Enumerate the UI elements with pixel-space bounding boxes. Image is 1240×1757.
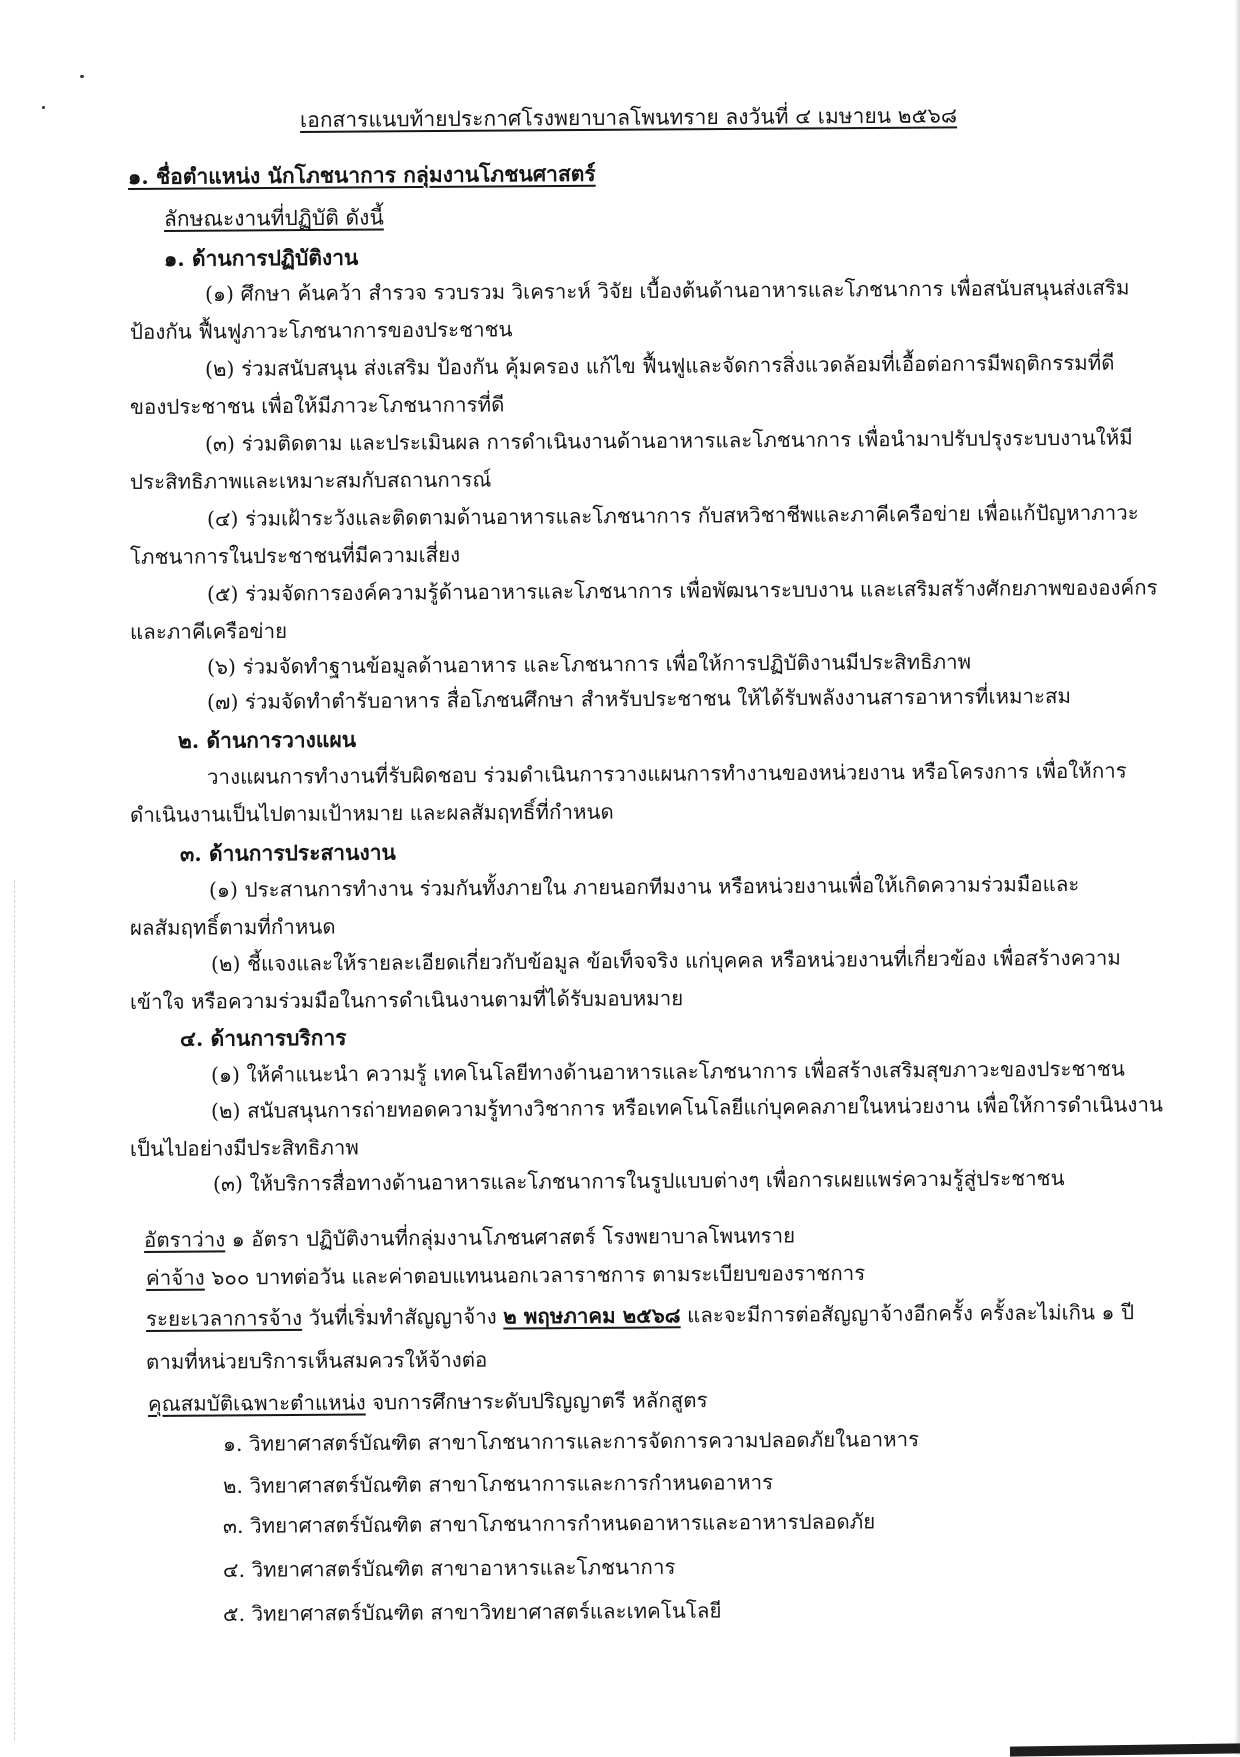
part4-item2-line1: (๒) สนับสนุนการถ่ายทอดความรู้ทางวิชาการ หรือเทคโนโลยีแก่บุคคลภายในหน่วยงาน เพื่อให้การดำเนินงาน xyxy=(210,1092,1164,1123)
part3-heading: ๓. ด้านการประสานงาน xyxy=(179,839,396,866)
scan-speck xyxy=(42,106,45,109)
part1-item5-line2: และภาคีเครือข่าย xyxy=(129,618,288,644)
qualification-label: คุณสมบัติเฉพาะตำแหน่ง xyxy=(147,1390,366,1416)
duties-subtitle: ลักษณะงานที่ปฏิบัติ ดังนี้ xyxy=(163,205,384,231)
part3-item1-line2: ผลสัมฤทธิ์ตามที่กำหนด xyxy=(129,914,336,940)
qualification-item: ๑. วิทยาศาสตร์บัณฑิต สาขาโภชนาการและการจัดการความปลอดภัยในอาหาร xyxy=(222,1427,920,1456)
period-start-date: ๒ พฤษภาคม ๒๕๖๘ xyxy=(503,1303,681,1329)
scan-edge-shadow xyxy=(1234,0,1240,1755)
part2-line1: วางแผนการทำงานที่รับผิดชอบ ร่วมดำเนินการวางแผนการทำงานของหน่วยงาน หรือโครงการ เพื่อให้การ xyxy=(206,758,1127,789)
qualification-item: ๔. วิทยาศาสตร์บัณฑิต สาขาอาหารและโภชนาการ xyxy=(222,1554,676,1582)
part1-item4-line2: โภชนาการในประชาชนที่มีความเสี่ยง xyxy=(129,542,461,569)
qualification-item: ๒. วิทยาศาสตร์บัณฑิต สาขาโภชนาการและการกำหนดอาหาร xyxy=(222,1470,774,1498)
qualification-item: ๕. วิทยาศาสตร์บัณฑิต สาขาวิทยาศาสตร์และเทคโนโลยี xyxy=(222,1598,722,1626)
wage-row xyxy=(146,1259,865,1292)
part1-item2-line2: ของประชาชน เพื่อให้มีภาวะโภชนาการที่ดี xyxy=(129,392,505,419)
part3-item2-line1: (๒) ชี้แจงและให้รายละเอียดเกี่ยวกับข้อมูล ข้อเท็จจริง แก่บุคคล หรือหน่วยงานที่เกี่ยวข้อง เพื่อสร้างความ xyxy=(210,945,1121,976)
part4-item2-line2: เป็นไปอย่างมีประสิทธิภาพ xyxy=(129,1135,359,1161)
part4-item1: (๑) ให้คำแนะนำ ความรู้ เทคโนโลยีทางด้านอาหารและโภชนาการ เพื่อสร้างเสริมสุขภาวะของประชาชน xyxy=(210,1056,1125,1087)
part3-item1-line1: (๑) ประสานการทำงาน ร่วมกันทั้งภายใน ภายนอกทีมงาน หรือหน่วยงานเพื่อให้เกิดความร่วมมือและ xyxy=(208,871,1080,902)
scan-speck xyxy=(80,75,84,78)
part1-item3-line2: ประสิทธิภาพและเหมาะสมกับสถานการณ์ xyxy=(129,467,492,494)
wage-text: ๖๐๐ บาทต่อวัน และค่าตอบแทนนอกเวลาราชการ ตามระเบียบของราชการ xyxy=(204,1260,866,1290)
vacancy-label: อัตราว่าง xyxy=(143,1227,226,1252)
vacancy-row xyxy=(144,1221,795,1254)
part2-heading: ๒. ด้านการวางแผน xyxy=(177,726,357,753)
part1-item1-line2: ป้องกัน ฟื้นฟูภาวะโภชนาการของประชาชน xyxy=(129,317,513,344)
part3-item2-line2: เข้าใจ หรือความร่วมมือในการดำเนินงานตามที่ได้รับมอบหมาย xyxy=(129,986,684,1014)
period-label: ระยะเวลาการจ้าง xyxy=(145,1305,303,1331)
part1-item2-line1: (๒) ร่วมสนับสนุน ส่งเสริม ป้องกัน คุ้มครอง แก้ไข ฟื้นฟูและจัดการสิ่งแวดล้อมที่เอื้อต่อการมีพฤติกรรมที่ดี xyxy=(204,350,1115,381)
part4-heading: ๔. ด้านการบริการ xyxy=(179,1024,347,1051)
qualification-item: ๓. วิทยาศาสตร์บัณฑิต สาขาโภชนาการกำหนดอาหารและอาหารปลอดภัย xyxy=(222,1509,876,1538)
part1-item7: (๗) ร่วมจัดทำตำรับอาหาร สื่อโภชนศึกษา สำหรับประชาชน ให้ได้รับพลังงานสารอาหารที่เหมาะสม xyxy=(206,683,1072,714)
part1-heading: ๑. ด้านการปฏิบัติงาน xyxy=(163,244,359,271)
period-row xyxy=(146,1298,1134,1333)
position-title: ๑. ชื่อตำแหน่ง นักโภชนาการ กลุ่มงานโภชนศาสตร์ xyxy=(127,160,596,189)
part4-item3: (๓) ให้บริการสื่อทางด้านอาหารและโภชนาการในรูปแบบต่างๆ เพื่อการเผยแพร่ความรู้สู่ประชาชน xyxy=(212,1166,1065,1196)
period-row-cont: ตามที่หน่วยบริการเห็นสมควรให้จ้างต่อ xyxy=(145,1347,488,1374)
part1-item6: (๖) ร่วมจัดทำฐานข้อมูลด้านอาหาร และโภชนาการ เพื่อให้การปฏิบัติงานมีประสิทธิภาพ xyxy=(206,649,972,679)
scan-edge-mark xyxy=(14,880,16,1740)
vacancy-text: ๑ อัตรา ปฏิบัติงานที่กลุ่มงานโภชนศาสตร์ โรงพยาบาลโพนทราย xyxy=(225,1223,796,1252)
part1-item3-line1: (๓) ร่วมติดตาม และประเมินผล การดำเนินงานด้านอาหารและโภชนาการ เพื่อนำมาปรับปรุงระบบงานให้มี xyxy=(204,425,1133,456)
part1-item1-line1: (๑) ศึกษา ค้นคว้า สำรวจ รวบรวม วิเคราะห์ วิจัย เบื้องต้นด้านอาหารและโภชนาการ เพื่อสนับสนุนส่งเสริม xyxy=(204,275,1130,306)
part1-item5-line1: (๕) ร่วมจัดการองค์ความรู้ด้านอาหารและโภชนาการ เพื่อพัฒนาระบบงาน และเสริมสร้างศักยภาพขององค์กร xyxy=(206,575,1158,606)
qualification-row xyxy=(148,1386,708,1418)
period-text-end: และจะมีการต่อสัญญาจ้างอีกครั้ง ครั้งละไม่เกิน ๑ ปี xyxy=(680,1300,1135,1328)
period-text-start: วันที่เริ่มทำสัญญาจ้าง xyxy=(302,1304,504,1330)
part1-item4-line1: (๔) ร่วมเฝ้าระวังและติดตามด้านอาหารและโภชนาการ กับสหวิชาชีพและภาคีเครือข่าย เพื่อแก้ปัญหาภาวะ xyxy=(206,500,1139,531)
document-header: เอกสารแนบท้ายประกาศโรงพยาบาลโพนทราย ลงวันที่ ๔ เมษายน ๒๕๖๘ xyxy=(299,103,958,132)
part2-line2: ดำเนินงานเป็นไปตามเป้าหมาย และผลสัมฤทธิ์ที่กำหนด xyxy=(129,799,614,827)
wage-label: ค่าจ้าง xyxy=(145,1265,205,1290)
qualification-text: จบการศึกษาระดับปริญญาตรี หลักสูตร xyxy=(365,1388,708,1415)
